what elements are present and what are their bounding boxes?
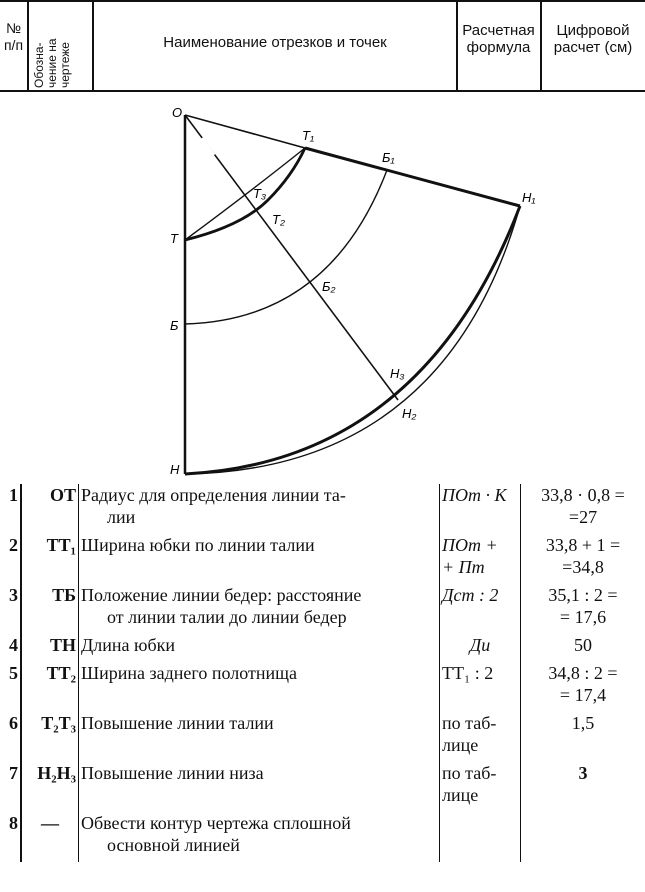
row-name: [79, 484, 440, 534]
row-formula: [440, 662, 521, 712]
row-name-line: Ширина юбки по линии талии: [81, 535, 315, 555]
table-row: [2, 712, 645, 762]
row-formula: [440, 534, 521, 584]
header-formula: Расчетная формула: [462, 22, 535, 56]
header-code: Обозна- чение на чертеже: [32, 38, 72, 88]
row-code: H₂H₃: [21, 762, 79, 812]
header-divider: [27, 0, 29, 92]
row-name: [79, 534, 440, 584]
row-formula-line: лице: [442, 735, 479, 755]
row-formula-line: TT₁ : 2: [442, 663, 494, 683]
row-name-line: Положение линии бедер: расстояние: [81, 585, 362, 605]
row-calc-line: 35,1 : 2 =: [548, 585, 618, 605]
row-formula-line: Дст : 2: [442, 585, 499, 605]
hip-arc: [185, 170, 387, 324]
calc-table: [2, 484, 645, 862]
row-num: 7: [2, 762, 21, 812]
row-calc-line: = 17,4: [559, 685, 607, 705]
skirt-draft-drawing: [0, 95, 645, 480]
row-calc-line: =34,8: [562, 557, 604, 577]
row-formula-line: ПОт +: [442, 535, 498, 555]
row-formula: [440, 484, 521, 534]
table-row: [2, 484, 645, 534]
table-row: [2, 662, 645, 712]
line-o-t1: [185, 115, 305, 148]
row-formula: [440, 634, 521, 662]
point-b2: Б₂: [322, 279, 336, 294]
row-name: [79, 634, 440, 662]
point-b: Б: [170, 318, 179, 333]
header-top-border: [0, 0, 645, 2]
point-h2: H₂: [402, 406, 417, 421]
line-o-h2: [185, 115, 398, 400]
row-formula: [440, 584, 521, 634]
table-row: [2, 634, 645, 662]
row-code: TT₁: [21, 534, 79, 584]
row-name: [79, 584, 440, 634]
point-h1: H₁: [522, 190, 536, 205]
row-name-line: Радиус для определения линии та-: [81, 485, 346, 505]
table-header: [0, 0, 645, 92]
row-calc: [521, 812, 645, 862]
row-code: ТН: [21, 634, 79, 662]
row-calc: [521, 584, 645, 634]
table-row: [2, 812, 645, 862]
row-num: 5: [2, 662, 21, 712]
row-name-line: Длина юбки: [81, 635, 175, 655]
row-calc: [521, 762, 645, 812]
row-name: [79, 712, 440, 762]
row-num: 2: [2, 534, 21, 584]
row-formula-line: по таб-: [442, 713, 497, 733]
point-t: T: [170, 231, 178, 246]
row-name-line: Ширина заднего полотнища: [81, 663, 297, 683]
row-calc-line: = 17,6: [559, 607, 607, 627]
row-name-line: Повышение линии талии: [81, 713, 274, 733]
row-calc: [521, 534, 645, 584]
row-formula-line: Ди: [469, 635, 491, 655]
row-code: TT₂: [21, 662, 79, 712]
row-num: 3: [2, 584, 21, 634]
point-h: H: [170, 462, 180, 477]
header-calc: Цифровой расчет (см): [553, 22, 633, 56]
point-b1: Б₁: [382, 150, 395, 165]
point-t2: T₂: [272, 212, 285, 227]
row-calc: [521, 484, 645, 534]
row-formula: [440, 812, 521, 862]
row-calc-line: 3: [578, 763, 588, 783]
header-name: Наименование отрезков и точек: [163, 34, 387, 51]
row-calc: [521, 712, 645, 762]
row-formula-line: по таб-: [442, 763, 497, 783]
row-name: [79, 662, 440, 712]
point-t1: T₁: [302, 128, 315, 143]
point-o: O: [172, 105, 183, 120]
row-formula: [440, 712, 521, 762]
table-row: [2, 762, 645, 812]
row-code: OT: [21, 484, 79, 534]
row-formula-line: лице: [442, 785, 479, 805]
row-num: 1: [2, 484, 21, 534]
row-calc-line: 34,8 : 2 =: [548, 663, 618, 683]
row-name-line: основной линией: [107, 835, 240, 855]
point-h3: H₃: [390, 366, 405, 381]
row-calc: [521, 634, 645, 662]
row-code: —: [21, 812, 79, 862]
row-code: T₂T₃: [21, 712, 79, 762]
line-break: [202, 138, 214, 155]
row-formula: [440, 762, 521, 812]
point-t3: T₃: [253, 186, 267, 201]
header-bottom-border: [0, 90, 645, 92]
row-formula-line: ПОт · К: [442, 485, 507, 505]
row-calc-line: 33,8 · 0,8 =: [541, 485, 625, 505]
row-name-line: Обвести контур чертежа сплошной: [81, 813, 351, 833]
row-name-line: от линии талии до линии бедер: [107, 607, 347, 627]
row-num: 6: [2, 712, 21, 762]
row-name: [79, 812, 440, 862]
table-row: [2, 534, 645, 584]
row-code: ТБ: [21, 584, 79, 634]
row-calc-line: 1,5: [571, 713, 595, 733]
row-num: 4: [2, 634, 21, 662]
row-name: [79, 762, 440, 812]
row-name-line: лии: [107, 507, 136, 527]
line-t1-h1: [305, 148, 520, 206]
row-name-line: Повышение линии низа: [81, 763, 264, 783]
header-num: № п/п: [3, 20, 24, 53]
row-formula-line: + Пт: [442, 557, 485, 577]
row-calc-line: 33,8 + 1 =: [545, 535, 621, 555]
row-calc-line: =27: [568, 507, 598, 527]
row-calc: [521, 662, 645, 712]
row-calc-line: 50: [574, 635, 592, 655]
table-row: [2, 584, 645, 634]
row-num: 8: [2, 812, 21, 862]
